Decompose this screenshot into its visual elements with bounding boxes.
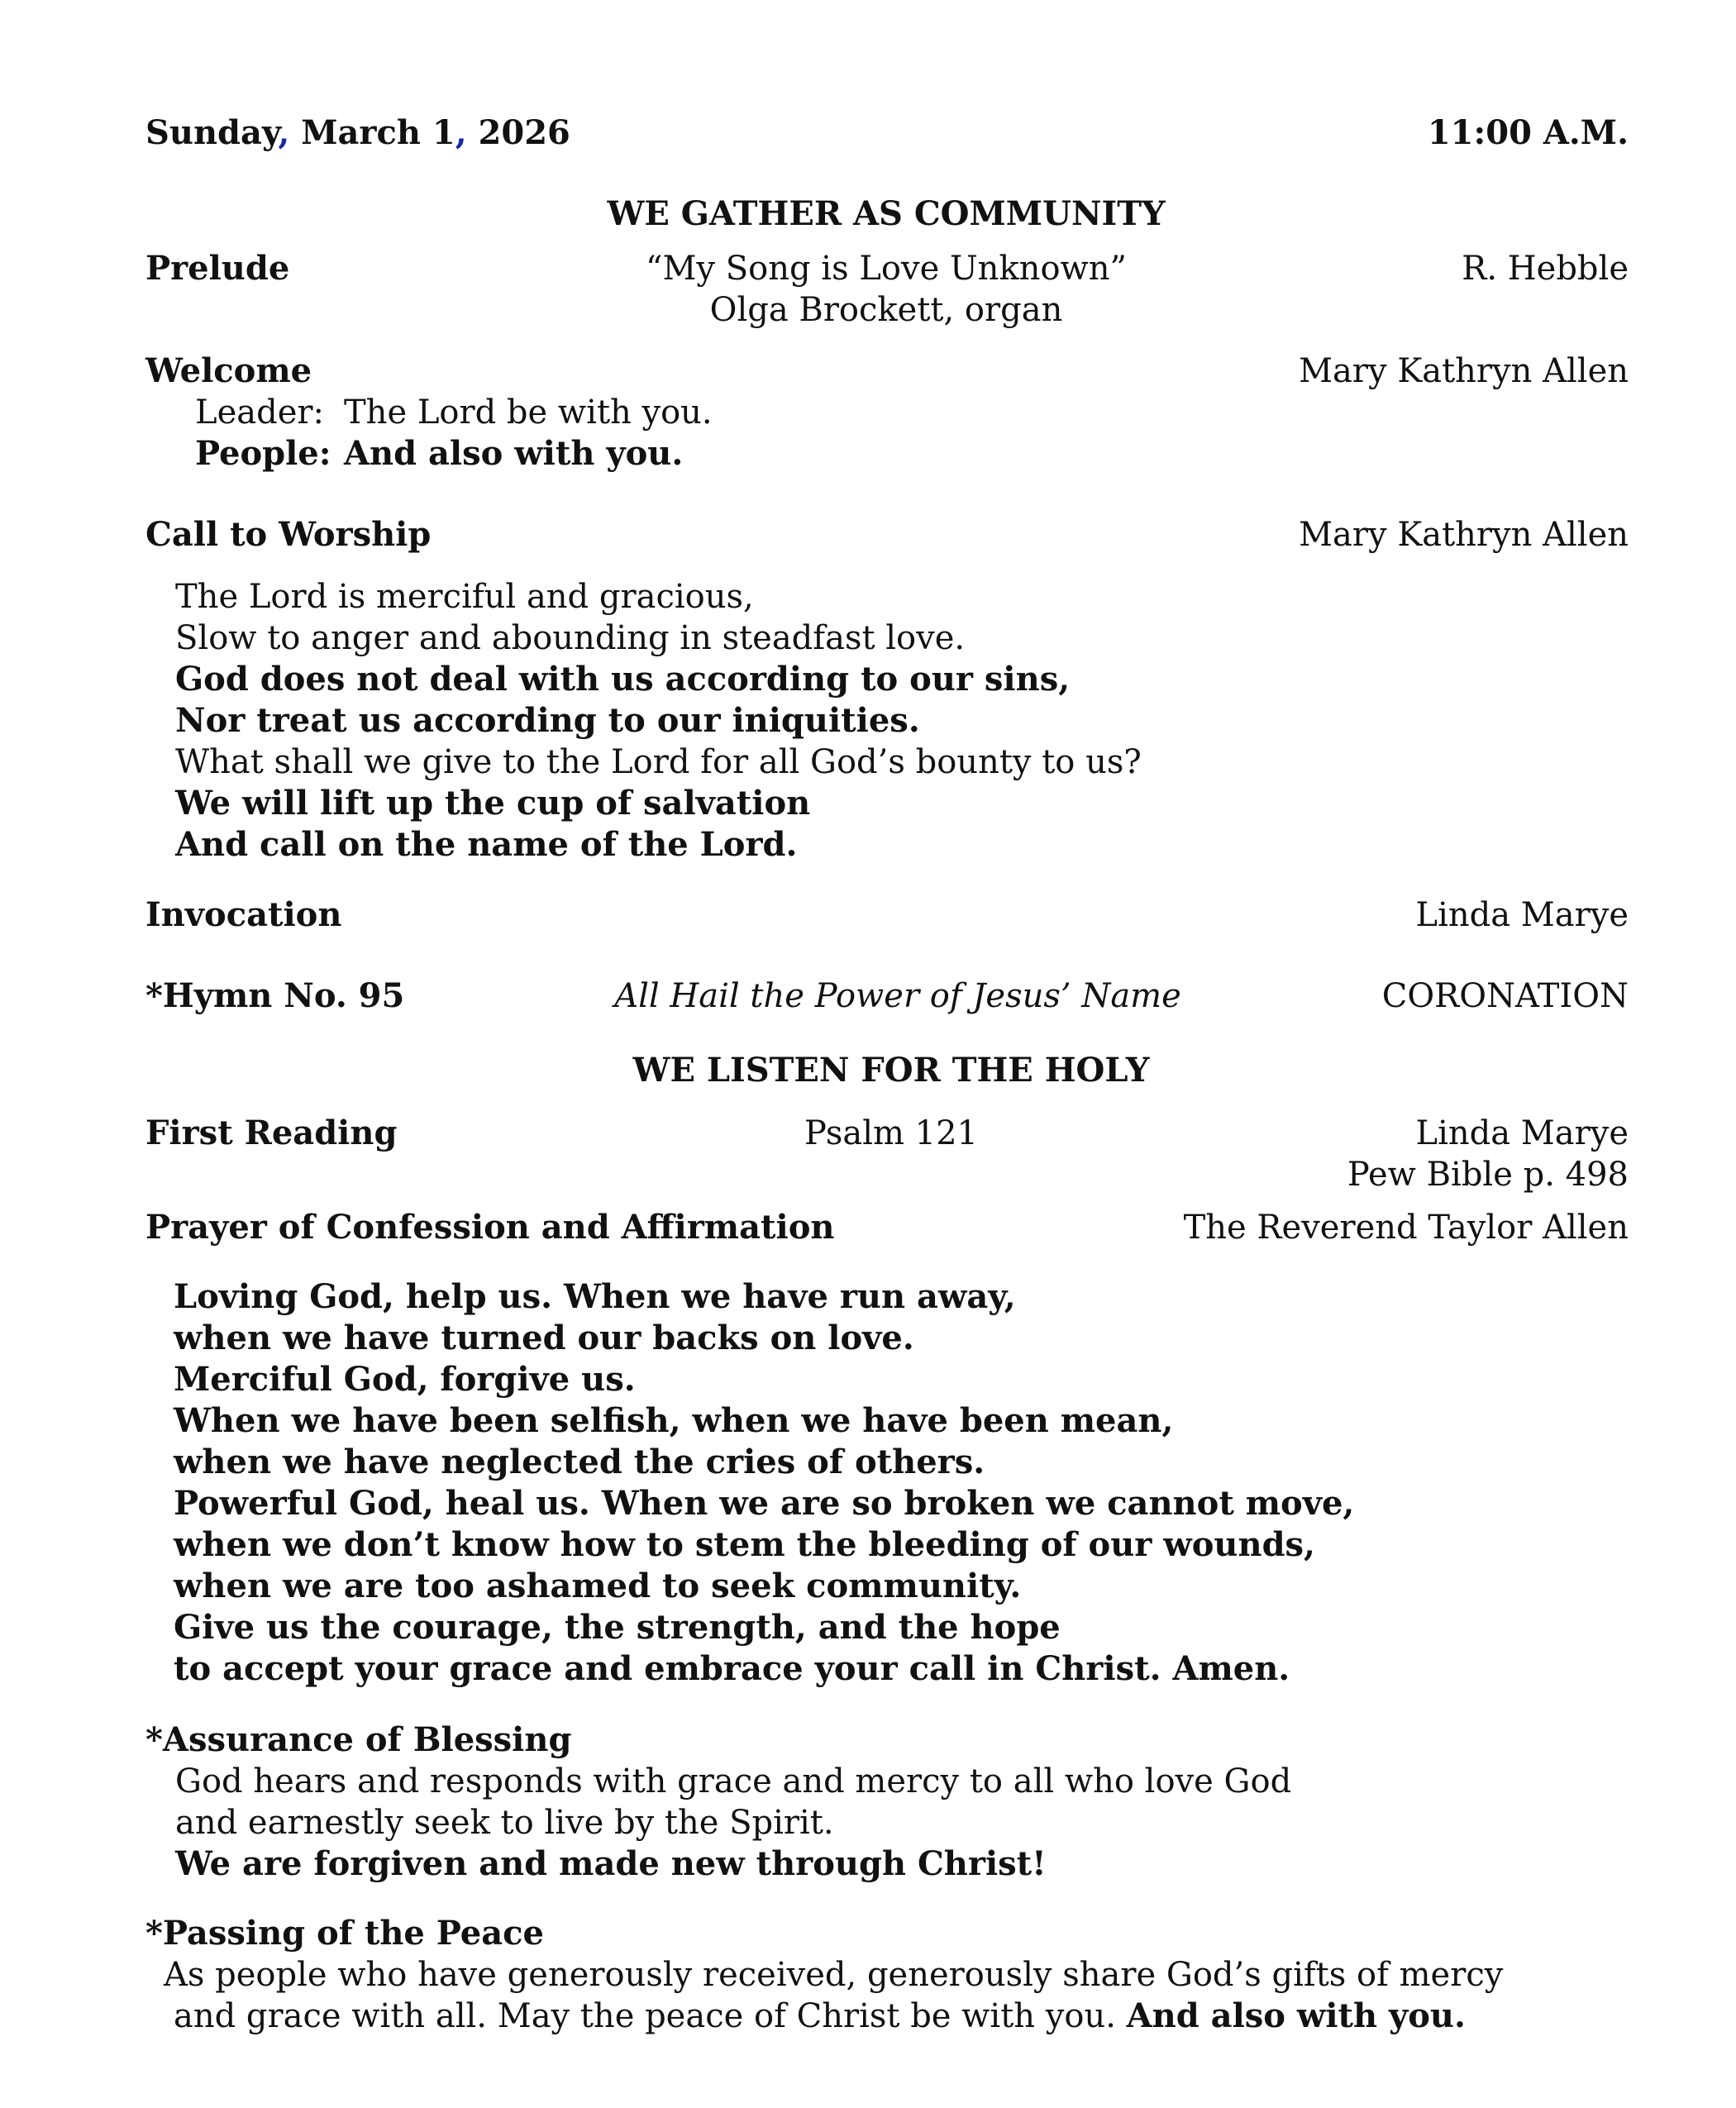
confession-line: Powerful God, heal us. When we are so broken we cannot move, xyxy=(174,1484,1355,1523)
peace-line-text: and grace with all. May the peace of Christ be with you. xyxy=(174,1997,1127,2035)
welcome-label: Welcome xyxy=(145,351,312,390)
call-to-worship-line: We will lift up the cup of salvation xyxy=(175,784,811,823)
first-reading-reader: Linda Marye xyxy=(1415,1114,1629,1152)
confession-line: Merciful God, forgive us. xyxy=(174,1360,636,1399)
first-reading-passage: Psalm 121 xyxy=(804,1114,978,1152)
confession-line: when we have turned our backs on love. xyxy=(174,1319,914,1357)
date-day: Sunday xyxy=(145,113,279,152)
confession-line: Give us the courage, the strength, and the hope xyxy=(174,1608,1061,1647)
peace-line xyxy=(174,1996,1466,2037)
first-reading-page: Pew Bible p. 498 xyxy=(1347,1156,1629,1194)
call-to-worship-label: Call to Worship xyxy=(145,515,432,554)
prelude-performer: Olga Brockett, organ xyxy=(709,291,1063,329)
hymn-tune: CORONATION xyxy=(1381,977,1629,1015)
confession-leader: The Reverend Taylor Allen xyxy=(1183,1209,1629,1247)
section-heading-listen: WE LISTEN FOR THE HOLY xyxy=(632,1051,1150,1090)
hymn-title: All Hail the Power of Jesus’ Name xyxy=(614,977,1181,1015)
first-reading-label: First Reading xyxy=(145,1114,398,1152)
confession-line: when we have neglected the cries of others. xyxy=(174,1443,985,1481)
section-heading-gather: WE GATHER AS COMMUNITY xyxy=(607,194,1166,233)
welcome-people-role: People: xyxy=(195,434,331,473)
date-separator: , xyxy=(278,113,290,152)
welcome-people-text: And also with you. xyxy=(344,434,684,473)
call-to-worship-line: Slow to anger and abounding in steadfast love. xyxy=(175,619,966,657)
peace-line: As people who have generously received, generously share God’s gifts of mercy xyxy=(164,1956,1504,1994)
call-to-worship-line: And call on the name of the Lord. xyxy=(175,825,798,864)
call-to-worship-line: Nor treat us according to our iniquities. xyxy=(175,701,920,740)
service-time: 11:00 A.M. xyxy=(1427,113,1629,152)
assurance-line: We are forgiven and made new through Christ! xyxy=(175,1844,1047,1883)
assurance-line: God hears and responds with grace and mercy to all who love God xyxy=(175,1762,1292,1800)
date-separator: , xyxy=(455,113,467,152)
confession-line: Loving God, help us. When we have run away, xyxy=(174,1277,1016,1316)
confession-line: to accept your grace and embrace your call in Christ. Amen. xyxy=(174,1649,1290,1688)
call-to-worship-line: The Lord is merciful and gracious, xyxy=(175,578,754,616)
confession-line: when we don’t know how to stem the bleeding of our wounds, xyxy=(174,1525,1315,1564)
assurance-label: *Assurance of Blessing xyxy=(145,1720,572,1759)
hymn-label: *Hymn No. 95 xyxy=(145,976,405,1015)
call-to-worship-line: What shall we give to the Lord for all God’s bounty to us? xyxy=(175,743,1142,781)
date-month-day: March 1 xyxy=(289,113,455,152)
welcome-leader-name: Mary Kathryn Allen xyxy=(1299,352,1629,390)
peace-label: *Passing of the Peace xyxy=(145,1914,544,1953)
prelude-title: “My Song is Love Unknown” xyxy=(646,250,1127,288)
invocation-leader: Linda Marye xyxy=(1415,896,1629,934)
confession-line: When we have been selfish, when we have been mean, xyxy=(174,1401,1174,1440)
date-year: 2026 xyxy=(466,113,570,152)
welcome-leader-text: The Lord be with you. xyxy=(344,393,713,432)
invocation-label: Invocation xyxy=(145,895,342,934)
service-date xyxy=(145,112,570,154)
assurance-line: and earnestly seek to live by the Spirit. xyxy=(175,1804,834,1842)
call-to-worship-line: God does not deal with us according to our sins, xyxy=(175,660,1071,699)
welcome-leader-role: Leader: xyxy=(195,393,324,432)
prelude-composer: R. Hebble xyxy=(1462,250,1629,288)
call-to-worship-leader: Mary Kathryn Allen xyxy=(1299,516,1629,554)
prelude-label: Prelude xyxy=(145,249,290,288)
confession-line: when we are too ashamed to seek community. xyxy=(174,1567,1022,1605)
peace-response: And also with you. xyxy=(1126,1996,1466,2035)
confession-label: Prayer of Confession and Affirmation xyxy=(145,1208,835,1247)
